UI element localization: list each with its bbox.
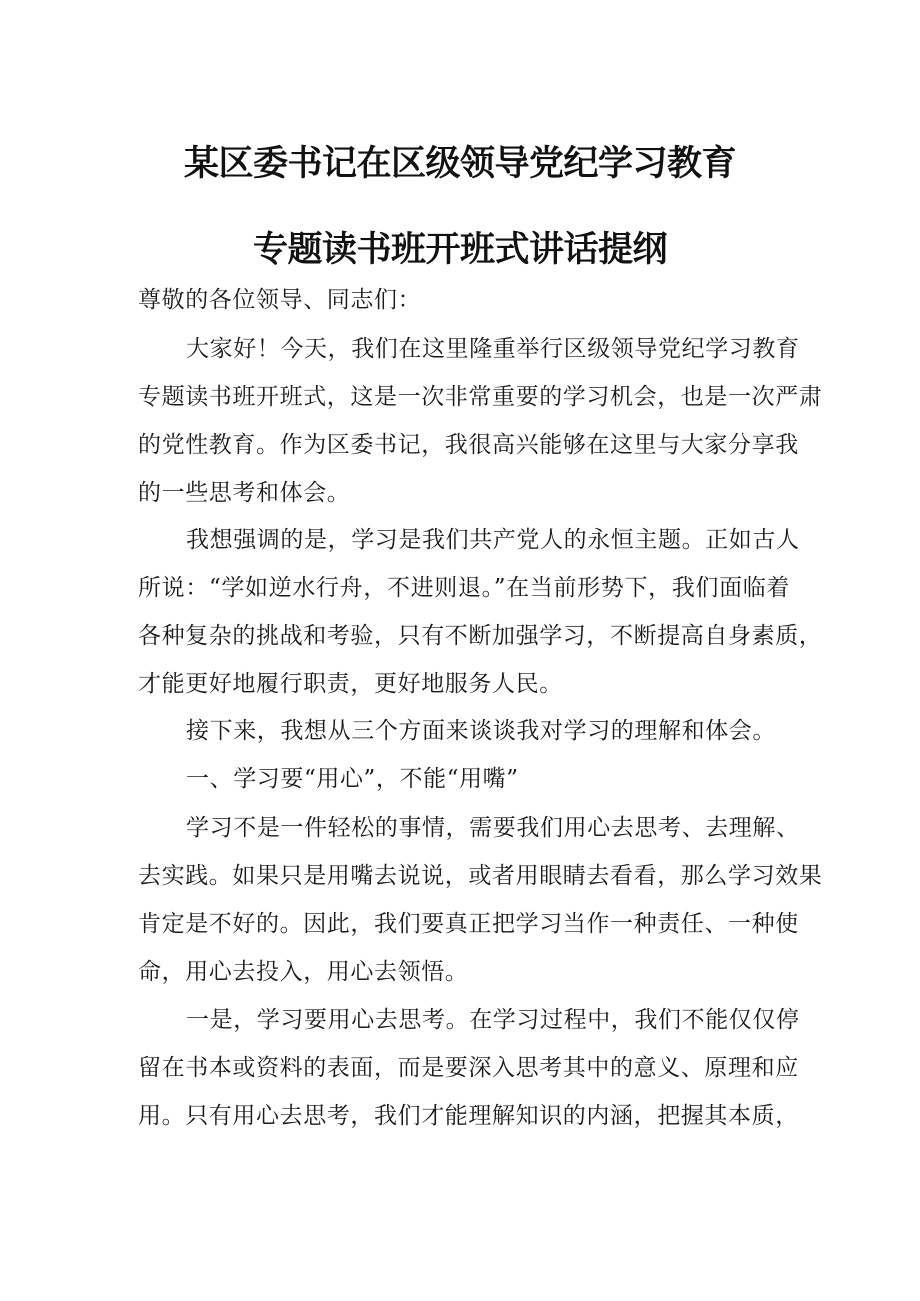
document-title-line-1: 某区委书记在区级领导党纪学习教育 xyxy=(183,144,736,184)
paragraph-line: 的一些思考和体会。 xyxy=(138,480,351,506)
paragraph-line: 大家好！今天，我们在这里隆重举行区级领导党纪学习教育 xyxy=(186,336,800,362)
salutation xyxy=(138,276,790,324)
section-heading-1 xyxy=(138,755,790,803)
paragraph-1 xyxy=(138,325,823,517)
paragraph-line: 我想强调的是，学习是我们共产党人的永恒主题。正如古人 xyxy=(186,527,800,553)
paragraph-3 xyxy=(138,707,790,755)
paragraph-4 xyxy=(138,804,823,996)
paragraph-line: 所说：“学如逆水行舟，不进则退。”在当前形势下，我们面临着 xyxy=(138,575,790,601)
paragraph-line: 命，用心去投入，用心去领悟。 xyxy=(138,959,469,985)
paragraph-line: 留在书本或资料的表面，而是要深入思考其中的意义、原理和应 xyxy=(138,1055,799,1081)
paragraph-line: 一是，学习要用心去思考。在学习过程中，我们不能仅仅停 xyxy=(186,1007,800,1033)
paragraph-line: 的党性教育。作为区委书记，我很高兴能够在这里与大家分享我 xyxy=(138,432,799,458)
paragraph-line: 专题读书班开班式，这是一次非常重要的学习机会，也是一次严肃 xyxy=(138,384,823,410)
salutation-text: 尊敬的各位领导、同志们： xyxy=(138,287,422,313)
paragraph-line: 用。只有用心去思考，我们才能理解知识的内涵，把握其本质， xyxy=(138,1103,799,1129)
paragraph-line: 接下来，我想从三个方面来谈谈我对学习的理解和体会。 xyxy=(186,718,776,744)
paragraph-line: 去实践。如果只是用嘴去说说，或者用眼睛去看看，那么学习效果 xyxy=(138,863,823,889)
document-title-line-2: 专题读书班开班式讲话提纲 xyxy=(252,230,667,270)
section-heading-text: 一、学习要“用心”，不能“用嘴” xyxy=(186,766,519,792)
paragraph-line: 各种复杂的挑战和考验，只有不断加强学习，不断提高自身素质， xyxy=(138,623,823,649)
paragraph-line: 才能更好地履行职责，更好地服务人民。 xyxy=(138,671,563,697)
paragraph-line: 学习不是一件轻松的事情，需要我们用心去思考、去理解、 xyxy=(186,815,800,841)
paragraph-2 xyxy=(138,516,823,708)
paragraph-5 xyxy=(138,996,800,1140)
paragraph-line: 肯定是不好的。因此，我们要真正把学习当作一种责任、一种使 xyxy=(138,911,799,937)
